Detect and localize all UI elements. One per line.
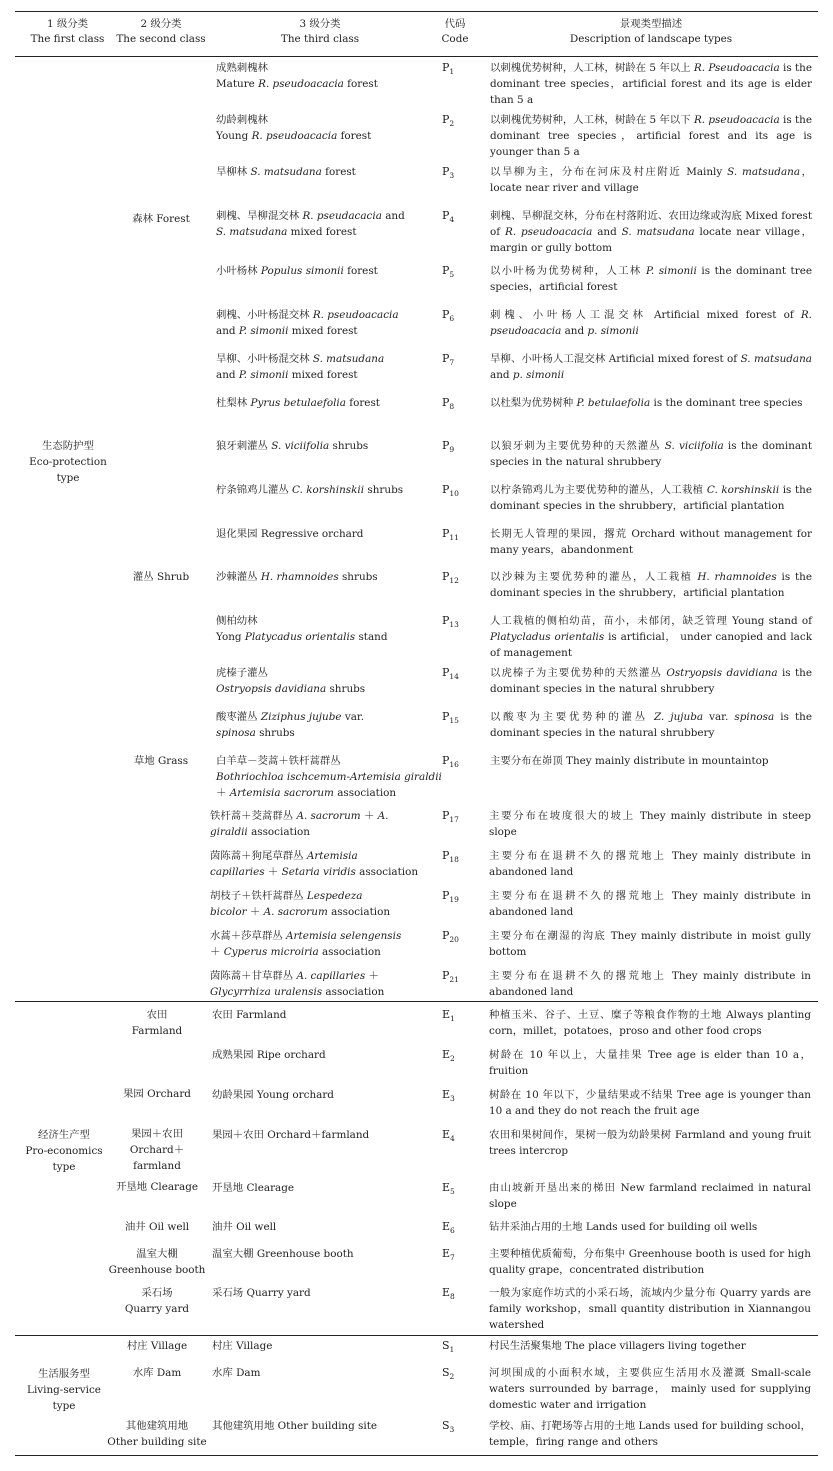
code-cell: $P_{18}$ — [442, 849, 459, 865]
description-cell: 农田和果树间作，果树一般为幼龄果树 Farmland and young fruit trees intercrop — [489, 1129, 811, 1157]
third-class-cell — [212, 1127, 369, 1143]
code-cell: $P_1$ — [442, 61, 455, 77]
first-class-en: Living-service — [27, 1384, 101, 1396]
third-class-cell — [212, 1285, 311, 1301]
description-cell: 主要分布在峁顶 They mainly distribute in mountaintop — [490, 755, 769, 767]
header-code — [430, 17, 480, 47]
third-class-line: 成熟刺槐林 — [216, 62, 268, 74]
third-class-cell — [210, 928, 401, 960]
third-class-cell — [212, 1219, 276, 1235]
table-top-rule — [15, 11, 818, 12]
code-cell: $P_2$ — [442, 113, 455, 129]
first-class-en: type — [52, 1400, 76, 1412]
third-class-line: Bothriochloa ischcemum-Artemisia giraldii — [216, 771, 442, 783]
third-class-line: 虎榛子灌丛 — [216, 667, 268, 679]
header-en: Code — [441, 33, 469, 45]
description-cell: 树龄在 10 年以下，少量结果或不结果 Tree age is younger than 10 a and they do not reach the fruit age — [489, 1089, 811, 1117]
first-class-en: type — [52, 1161, 76, 1173]
third-class-line: 白羊草－茭蒿＋铁杆蒿群丛 — [216, 755, 341, 767]
third-class-line: 村庄 Village — [212, 1340, 273, 1352]
description-cell: 种植玉米、谷子、土豆、糜子等粮食作物的土地 Always planting corn，millet，potatoes，proso and other food crops — [489, 1009, 811, 1037]
second-class-label: 村庄 Village — [126, 1340, 188, 1352]
third-class-cell — [212, 1087, 334, 1103]
description-cell: 主要种植优质葡萄，分布集中 Greenhouse booth is used for high quality grape，concentrated distribution — [489, 1248, 811, 1276]
third-class-line: ＋ Cyperus microiria association — [210, 946, 381, 958]
first-class-en: type — [56, 472, 80, 484]
third-class-line: 茵陈蒿＋甘草群丛 A. capillaries ＋ — [210, 970, 379, 982]
second-class-label: 农田 — [146, 1009, 168, 1021]
third-class-cell — [210, 848, 418, 880]
third-class-line: Young R. pseudoacacia forest — [216, 130, 372, 142]
third-class-cell — [212, 1246, 354, 1262]
third-class-line: spinosa shrubs — [216, 727, 295, 739]
header-third-class — [210, 17, 430, 47]
third-class-cell — [216, 526, 363, 542]
third-class-line: 柠条锦鸡儿灌丛 C. korshinskii shrubs — [216, 484, 404, 496]
third-class-line: 农田 Farmland — [212, 1009, 287, 1021]
third-class-cell — [216, 569, 378, 585]
description-cell: 长期无人管理的果园，撂荒 Orchard without management for many years，abandonment — [490, 528, 812, 556]
description-cell: 以刺槐优势树种，人工林，树龄在 5 年以下 R. pseudoacacia is the dominant tree species，artificial forest and its age is younger than 5 a — [490, 114, 812, 158]
description-cell: 刺槐、旱柳混交林，分布在村落附近、农田边缘或沟底 Mixed forest of R. pseudoacacia and S. matsudana locate near village，margin or gully bottom — [490, 210, 812, 254]
third-class-line: 成熟果园 Ripe orchard — [212, 1049, 326, 1061]
third-class-cell — [216, 709, 364, 741]
description-cell: 钻井采油占用的土地 Lands used for building oil wells — [489, 1221, 758, 1233]
header-cn: 景观类型描述 — [619, 18, 683, 30]
code-cell: $E_2$ — [442, 1048, 455, 1064]
second-class-label: 森林 Forest — [132, 213, 190, 225]
third-class-line: 胡枝子＋铁杆蒿群丛 Lespedeza — [210, 890, 363, 902]
code-cell: $P_5$ — [442, 264, 455, 280]
code-cell: $E_1$ — [442, 1008, 455, 1024]
description-cell: 主要分布在潮湿的沟底 They mainly distribute in moist gully bottom — [489, 930, 811, 958]
third-class-line: Ostryopsis davidiana shrubs — [216, 683, 366, 695]
third-class-line: ＋ Artemisia sacrorum association — [216, 787, 397, 799]
third-class-cell — [216, 438, 368, 454]
third-class-cell — [216, 351, 384, 383]
description-cell: 树龄在 10 年以上，大量挂果 Tree age is elder than 10 a，fruition — [489, 1049, 811, 1077]
third-class-line: and P. simonii mixed forest — [216, 325, 358, 337]
header-first-class — [20, 17, 115, 47]
third-class-cell — [216, 482, 403, 498]
code-cell: $P_9$ — [442, 439, 455, 455]
second-class-label: 灌丛 Shrub — [132, 571, 190, 583]
third-class-line: capillaries ＋ Setaria viridis association — [210, 866, 419, 878]
first-class-en: Eco-protection — [29, 456, 107, 468]
third-class-cell — [210, 808, 388, 840]
header-cn: 2 级分类 — [140, 18, 182, 30]
third-class-cell — [212, 1047, 326, 1063]
third-class-cell — [216, 753, 442, 801]
third-class-line: 退化果园 Regressive orchard — [216, 528, 364, 540]
header-en: The third class — [280, 33, 360, 45]
third-class-line: Mature R. pseudoacacia forest — [216, 78, 378, 90]
first-class-cn: 生活服务型 — [38, 1368, 90, 1380]
first-class-eco-protection — [18, 438, 118, 486]
second-class-label: 草地 Grass — [133, 755, 189, 767]
header-en: Description of landscape types — [569, 33, 733, 45]
second-class-label: Other building site — [107, 1436, 207, 1448]
code-cell: $S_3$ — [442, 1419, 455, 1435]
code-cell: $P_{21}$ — [442, 969, 459, 985]
code-cell: $S_2$ — [442, 1366, 455, 1382]
code-cell: $E_6$ — [442, 1220, 455, 1236]
third-class-line: 茵陈蒿＋狗尾草群丛 Artemisia — [210, 850, 358, 862]
third-class-line: 刺槐、旱柳混交林 R. pseudacacia and — [216, 210, 405, 222]
second-class-label: Farmland — [131, 1025, 183, 1037]
header-cn: 3 级分类 — [299, 18, 341, 30]
group-divider-rule — [15, 1335, 818, 1336]
description-cell: 由山坡新开垦出来的梯田 New farmland reclaimed in natural slope — [489, 1182, 811, 1210]
third-class-line: 幼龄果园 Young orchard — [212, 1089, 334, 1101]
header-cn: 1 级分类 — [46, 18, 89, 30]
second-class-label: 温室大棚 — [136, 1248, 178, 1260]
third-class-cell — [210, 968, 384, 1000]
header-second-class — [110, 17, 212, 47]
description-cell: 旱柳、小叶杨人工混交林 Artificial mixed forest of S. matsudana and p. simonii — [490, 353, 812, 381]
third-class-line: 幼龄刺槐林 — [216, 114, 268, 126]
header-description — [490, 17, 812, 47]
code-cell: $P_{12}$ — [442, 570, 459, 586]
description-cell: 以沙棘为主要优势种的灌丛，人工栽植 H. rhamnoides is the dominant species in the shrubbery，artificial plantation — [490, 571, 812, 599]
third-class-cell — [212, 1180, 294, 1196]
third-class-cell — [216, 164, 356, 180]
third-class-line: and P. simonii mixed forest — [216, 369, 358, 381]
third-class-line: 水库 Dam — [212, 1367, 261, 1379]
code-cell: $P_7$ — [442, 352, 455, 368]
first-class-pro-economics — [14, 1127, 114, 1175]
third-class-cell — [210, 888, 390, 920]
code-cell: $P_{16}$ — [442, 754, 459, 770]
second-class-label: farmland — [133, 1160, 181, 1172]
third-class-cell — [216, 307, 399, 339]
description-cell: 以柠条锦鸡儿为主要优势种的灌丛，人工栽植 C. korshinskii is the dominant species in the shrubbery，artificial plantation — [490, 484, 812, 512]
description-cell: 刺槐、小叶杨人工混交林 Artificial mixed forest of R. pseudoacacia and p. simonii — [490, 309, 812, 337]
code-cell: $P_{17}$ — [442, 809, 459, 825]
third-class-line: 狼牙刺灌丛 S. viciifolia shrubs — [216, 440, 369, 452]
code-cell: $P_6$ — [442, 308, 455, 324]
third-class-line: 采石场 Quarry yard — [212, 1287, 311, 1299]
header-en: The second class — [116, 33, 206, 45]
code-cell: $P_{11}$ — [442, 527, 459, 543]
third-class-cell — [212, 1338, 272, 1354]
third-class-cell — [216, 208, 405, 240]
code-cell: $E_5$ — [442, 1181, 455, 1197]
third-class-cell — [212, 1418, 377, 1434]
third-class-line: 旱柳林 S. matsudana forest — [216, 166, 356, 178]
third-class-line: 小叶杨林 Populus simonii forest — [216, 265, 378, 277]
table-bottom-rule — [15, 1455, 818, 1456]
header-en: The first class — [30, 33, 105, 45]
third-class-line: 酸枣灌丛 Ziziphus jujube var. — [216, 711, 365, 723]
description-cell: 主要分布在退耕不久的撂荒地上 They mainly distribute in abandoned land — [489, 970, 811, 998]
header-cn: 代码 — [444, 18, 466, 30]
second-class-label: 开垦地 Clearage — [115, 1181, 199, 1193]
description-cell: 主要分布在退耕不久的撂荒地上 They mainly distribute in abandoned land — [489, 890, 811, 918]
group-divider-rule — [15, 1001, 818, 1002]
third-class-cell — [216, 263, 378, 279]
third-class-line: 油井 Oil well — [212, 1221, 277, 1233]
code-cell: $P_{13}$ — [442, 614, 459, 630]
code-cell: $E_8$ — [442, 1286, 455, 1302]
third-class-line: Yong Platycadus orientalis stand — [216, 631, 388, 643]
second-class-label: 其他建筑用地 — [125, 1420, 189, 1432]
first-class-cn: 生态防护型 — [42, 440, 94, 452]
description-cell: 以旱柳为主，分布在河床及村庄附近 Mainly S. matsudana，locate near river and village — [490, 166, 812, 194]
code-cell: $P_3$ — [442, 165, 455, 181]
third-class-line: 开垦地 Clearage — [212, 1182, 295, 1194]
third-class-line: 果园＋农田 Orchard＋farmland — [212, 1129, 370, 1141]
second-class-label: 油井 Oil well — [124, 1221, 190, 1233]
code-cell: $P_{14}$ — [442, 666, 459, 682]
second-class-label: 采石场 — [141, 1287, 173, 1299]
third-class-cell — [216, 665, 365, 697]
description-cell: 以酸枣为主要优势种的灌丛 Z. jujuba var. spinosa is the dominant species in the natural shrubbery — [490, 711, 812, 739]
code-cell: $P_4$ — [442, 209, 455, 225]
description-cell: 以刺槐优势树种，人工林，树龄在 5 年以上 R. Pseudoacacia is the dominant tree species，artificial forest and its age is elder than 5 a — [490, 62, 812, 106]
code-cell: $P_8$ — [442, 396, 455, 412]
code-cell: $E_3$ — [442, 1088, 455, 1104]
third-class-line: 侧柏幼林 — [216, 615, 258, 627]
description-cell: 以杜梨为优势树种 P. betulaefolia is the dominant tree species — [490, 397, 803, 409]
third-class-line: 其他建筑用地 Other building site — [212, 1420, 378, 1432]
third-class-line: S. matsudana mixed forest — [216, 226, 357, 238]
third-class-cell — [216, 60, 378, 92]
third-class-line: 刺槐、小叶杨混交林 R. pseudoacacia — [216, 309, 399, 321]
third-class-line: 水蒿＋莎草群丛 Artemisia selengensis — [210, 930, 402, 942]
third-class-cell — [212, 1365, 260, 1381]
second-class-label: 水库 Dam — [132, 1367, 182, 1379]
third-class-line: bicolor ＋ A. sacrorum association — [210, 906, 391, 918]
code-cell: $P_{19}$ — [442, 889, 459, 905]
code-cell: $P_{15}$ — [442, 710, 459, 726]
description-cell: 村民生活聚集地 The place villagers living together — [489, 1340, 746, 1352]
description-cell: 一般为家庭作坊式的小采石场，流域内少量分布 Quarry yards are family workshop，small quantity distribution in Xiannangou watershed — [489, 1287, 811, 1331]
third-class-cell — [216, 112, 371, 144]
second-class-label: 果园 Orchard — [123, 1088, 191, 1100]
code-cell: $S_1$ — [442, 1339, 455, 1355]
first-class-cn: 经济生产型 — [38, 1129, 90, 1141]
code-cell: $P_{20}$ — [442, 929, 459, 945]
third-class-line: 温室大棚 Greenhouse booth — [212, 1248, 354, 1260]
first-class-en: Pro-economics — [25, 1145, 103, 1157]
code-cell: $E_4$ — [442, 1128, 455, 1144]
third-class-line: Glycyrrhiza uralensis association — [210, 986, 385, 998]
description-cell: 以小叶杨为优势树种，人工林 P. simonii is the dominant tree species，artificial forest — [490, 265, 812, 293]
description-cell: 以狼牙刺为主要优势种的天然灌丛 S. viciifolia is the dominant species in the natural shrubbery — [490, 440, 812, 468]
third-class-line: 杜梨林 Pyrus betulaefolia forest — [216, 397, 380, 409]
second-class-label: 果园＋农田 — [131, 1128, 183, 1140]
code-cell: $P_{10}$ — [442, 483, 459, 499]
second-class-label: Orchard＋ — [129, 1144, 185, 1156]
second-class-label: Quarry yard — [124, 1303, 190, 1315]
third-class-cell — [212, 1007, 286, 1023]
description-cell: 学校、庙、打靶场等占用的土地 Lands used for building school，temple，firing range and others — [489, 1420, 811, 1448]
third-class-line: 沙棘灌丛 H. rhamnoides shrubs — [216, 571, 378, 583]
code-cell: $E_7$ — [442, 1247, 455, 1263]
description-cell: 主要分布在退耕不久的撂荒地上 They mainly distribute in abandoned land — [489, 850, 811, 878]
second-class-label: Greenhouse booth — [108, 1264, 206, 1276]
description-cell: 以虎榛子为主要优势种的天然灌丛 Ostryopsis davidiana is the dominant species in the natural shrubbery — [490, 667, 812, 695]
third-class-line: 铁杆蒿＋茭蒿群丛 A. sacrorum ＋ A. — [210, 810, 389, 822]
header-bottom-rule — [15, 56, 818, 57]
first-class-living-service — [14, 1366, 114, 1414]
third-class-cell — [216, 395, 380, 411]
description-cell: 主要分布在坡度很大的坡上 They mainly distribute in steep slope — [489, 810, 811, 838]
third-class-cell — [216, 613, 388, 645]
description-cell: 人工栽植的侧柏幼苗，苗小，未郁闭，缺乏管理 Young stand of Platycladus orientalis is artificial， under canopied and lack of management — [490, 615, 812, 659]
third-class-line: giraldii association — [210, 826, 310, 838]
description-cell: 河坝围成的小面积水域，主要供应生活用水及灌溉 Small-scale waters surrounded by barrage， mainly used for supplying domestic water and irrigation — [489, 1367, 811, 1411]
third-class-line: 旱柳、小叶杨混交林 S. matsudana — [216, 353, 385, 365]
